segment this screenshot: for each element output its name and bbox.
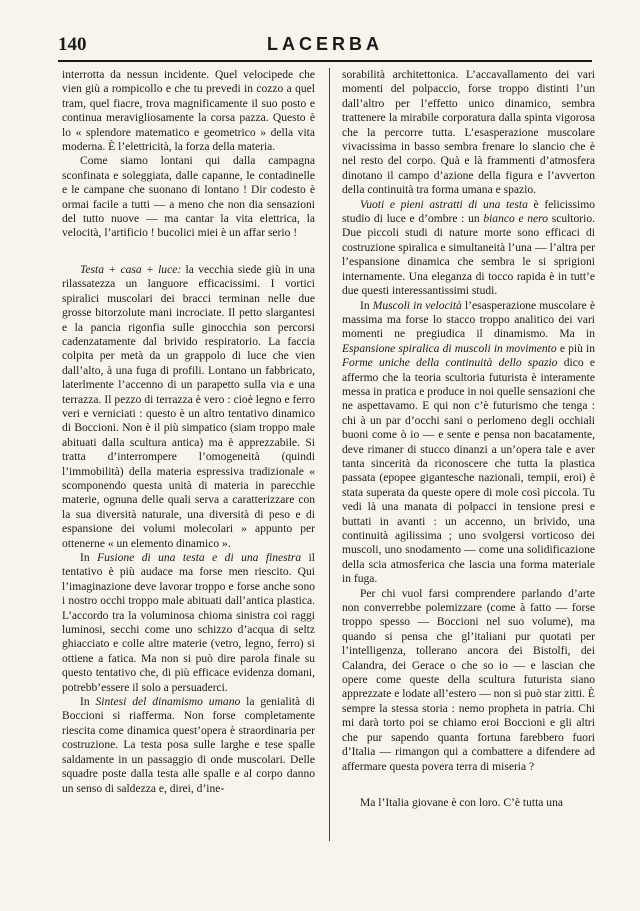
running-header	[58, 34, 592, 58]
text-run: Ma l’Italia giovane è con loro. C’è tutta una	[360, 796, 563, 809]
italic-title-run: Vuoti e pieni astratti di una testa	[360, 198, 528, 211]
right-column	[342, 68, 595, 810]
paragraph	[62, 551, 315, 695]
italic-title-run: Espansione spiralica di muscoli in movimento	[342, 342, 557, 355]
text-run: il tentativo è più audace ma forse men riescito. Qui l’imaginazione deve lavorar troppo e forse anche sono i nostro occhi troppo male abituati dall’antica plastica. L’accordo tra la voluminosa chioma sinistra coi raggi luminosi, secchi come uno schizzo d’acqua di seltz ghiacciato e colle altre materie (vetro, legno, ferro) si ottiene a fatica. Ma non si può dire parola finale su questo tentativo che, di più efficace evidenza domani, potrebb’essere il solo a persuaderci.	[62, 552, 315, 694]
italic-title-run: Sintesi del dinamismo umano	[95, 696, 241, 709]
paragraph	[342, 587, 595, 774]
page-number: 140	[58, 34, 87, 55]
text-run: la vecchia siede giù in una rilassatezza un languore efficacissimi. I vortici spiralici muscolari dei bracci terminan nelle due grosse bitorzolute mani incrociate. Il petto slargantesi e la pancia rigonfia sulle ginocchia son percorsi cadenzatamente dal brivido respiratorio. La faccia colpita per metà da un grappolo di luce che vien dall’alto, à una fuga di profili. Lontano un fabbricato, laterlmente l’accenno di un parapetto sulla via e una terrazza. Il pezzo di terrazza è vero : cioè legno e ferro veri e verniciati : questo è un altro tentativo dinamico di Boccioni. Non è il più simpatico (siam troppo male abituati dalla scultura antica) ma è apprezzabile. Si tratta d’interrompere l’omogeneità (quindi l’immobilità) della materia espressiva tradizionale « scomponendo questa unità di materia in parecchie materie, ognuna delle quali serva a caratterizzare con la sua diversità naturale, una diversità di peso e di espansione dei volumi molecolari » appunto per ottenerne « un elemento dinamico ».	[62, 263, 315, 550]
text-run: dico e affermo che la teoria scultoria futurista è interamente messa in pratica e produce in noi quelle sensazioni che ne aspettavamo. E qui non c’è futurismo che tenga : chi à un par d’occhi sani o perlomeno degli occhiali buoni come ò io — e sente e pensa non bacatamente, deve rimaner di stucco dinanzi a un’opera tale e aver tanta sincerità da riconoscere che tutta la plastica passata (epopee gigantesche nazionali, tempii, eroi) è stata superata da queste opere di mole così piccola. Tu vedi là una manata di polpacci in tensione presi e buttati in avanti : un accenno, un brivido, una continuità agilissima ; uno svolgersi vorticoso dei muscoli, uno snodamento — come una solidificazione della scia atmosferica che lascia una forma materiale in fuga.	[342, 357, 596, 586]
paragraph	[62, 695, 315, 796]
paragraph	[62, 263, 315, 551]
left-column	[62, 68, 315, 796]
text-run: Per chi vuol farsi comprendere parlando d’arte non converrebbe polemizzare (come à fatto — forse troppo spesso — Boccioni nel suo volume), ma quando si pensa che gl’italiani pur quotati per l’intelligenza, tollerano ancora dei Bistolfi, dei Calandra, dei Gerace o che so io — e lascian che opere come queste della scultura futurista siano apprezzate e lodate all’estero — non si può star zitti. È sempre la stessa storia : nemo propheta in patria. Chi mi darà torto poi se chiamo eroi Boccioni e gli altri che pur sapendo quanta fortuna farebbero fuori d’Italia — rimangon qui a combattere a difendere ad affermare questa povera terra di miseria ?	[342, 587, 595, 773]
text-run: sorabilità architettonica. L’accavallamento dei vari momenti del polpaccio, forse troppo distinti l’un dall’altro per l’effetto unico dinamico, sembra trattenere la mirabile corporatura dalla spinta vigorosa che la percorre tutta. L’esasperazione muscolare vivacissima in basso sembra frenare lo slancio che è nel resto del corpo. Quà e là frammenti d’atmosfera dinotano il campo d’azione della figura e l’avverton della continuità tra forma umana e spazio.	[342, 69, 595, 197]
paragraph	[342, 299, 595, 587]
paragraph	[62, 68, 315, 154]
header-rule	[58, 60, 592, 62]
italic-title-run: Forme uniche della continuità dello spazio	[342, 357, 558, 370]
text-run: In	[360, 299, 373, 312]
column-divider	[329, 68, 330, 841]
text-run: interrotta da nessun incidente. Quel velocipede che vien giù a rompicollo e che tu prevedi in cozzo a quel tram, quel fiacre, trova magnificamente il suo posto e continua meravigliosamente la corsa pazza. Questo è lo « splendore matematico e geometrico » della vita moderna. È l’elettricità, la forza della materia.	[62, 69, 315, 154]
text-run: scultorio. Due piccoli studi di nature morte sono efficaci di costruzione spiralica e simultaneità l’una — l’altra per l’espansione dinamica che sembra le si sprigioni internamente. Una eleganza di tocco rapida è in tutt’e due questi interessantissimi studi.	[342, 213, 596, 298]
text-run: In	[80, 696, 96, 709]
text-run: Come siamo lontani qui dalla campagna sconfinata e soleggiata, dalle capanne, le contadinelle e le campane che suonano di lontano ! Dir codesto è ormai facile a tutti — a meno che non dia sensazioni del tutto nuove — ma cantar la vita elettrica, la velocità, l’artificio ! bucolici miei è un affar serio !	[62, 155, 315, 240]
paragraph	[342, 68, 595, 198]
journal-title: LACERBA	[267, 34, 383, 54]
paragraph	[342, 198, 595, 299]
text-run: la genialità di Boccioni si riafferma. Non forse completamente riescita come dinamica quest’opera è straordinaria per costruzione. La testa posa sulle larghe e tese spalle saldamente in un passaggio di onde muscolari. Delle squadre poste dalla testa alle spalle e al corpo danno un senso di saldezza e, direi, d’ine-	[62, 696, 316, 795]
paragraph	[342, 796, 595, 810]
italic-title-run: bianco e nero	[483, 213, 549, 226]
paragraph	[62, 154, 315, 240]
italic-title-run: Muscoli in velocità	[372, 299, 462, 312]
text-run: l’esasperazione muscolare è massima ma forse lo stacco troppo analitico dei vari momenti ne pregiudica il dinamismo. Ma in	[342, 299, 595, 341]
italic-title-run: Fusione di una testa e di una finestra	[97, 552, 302, 564]
text-run: In	[80, 552, 98, 564]
text-run: è felicissimo studio di luce e d’ombre : un	[342, 198, 595, 226]
italic-title-run: Testa + casa + luce:	[80, 263, 182, 276]
text-run: e più in	[556, 342, 595, 355]
